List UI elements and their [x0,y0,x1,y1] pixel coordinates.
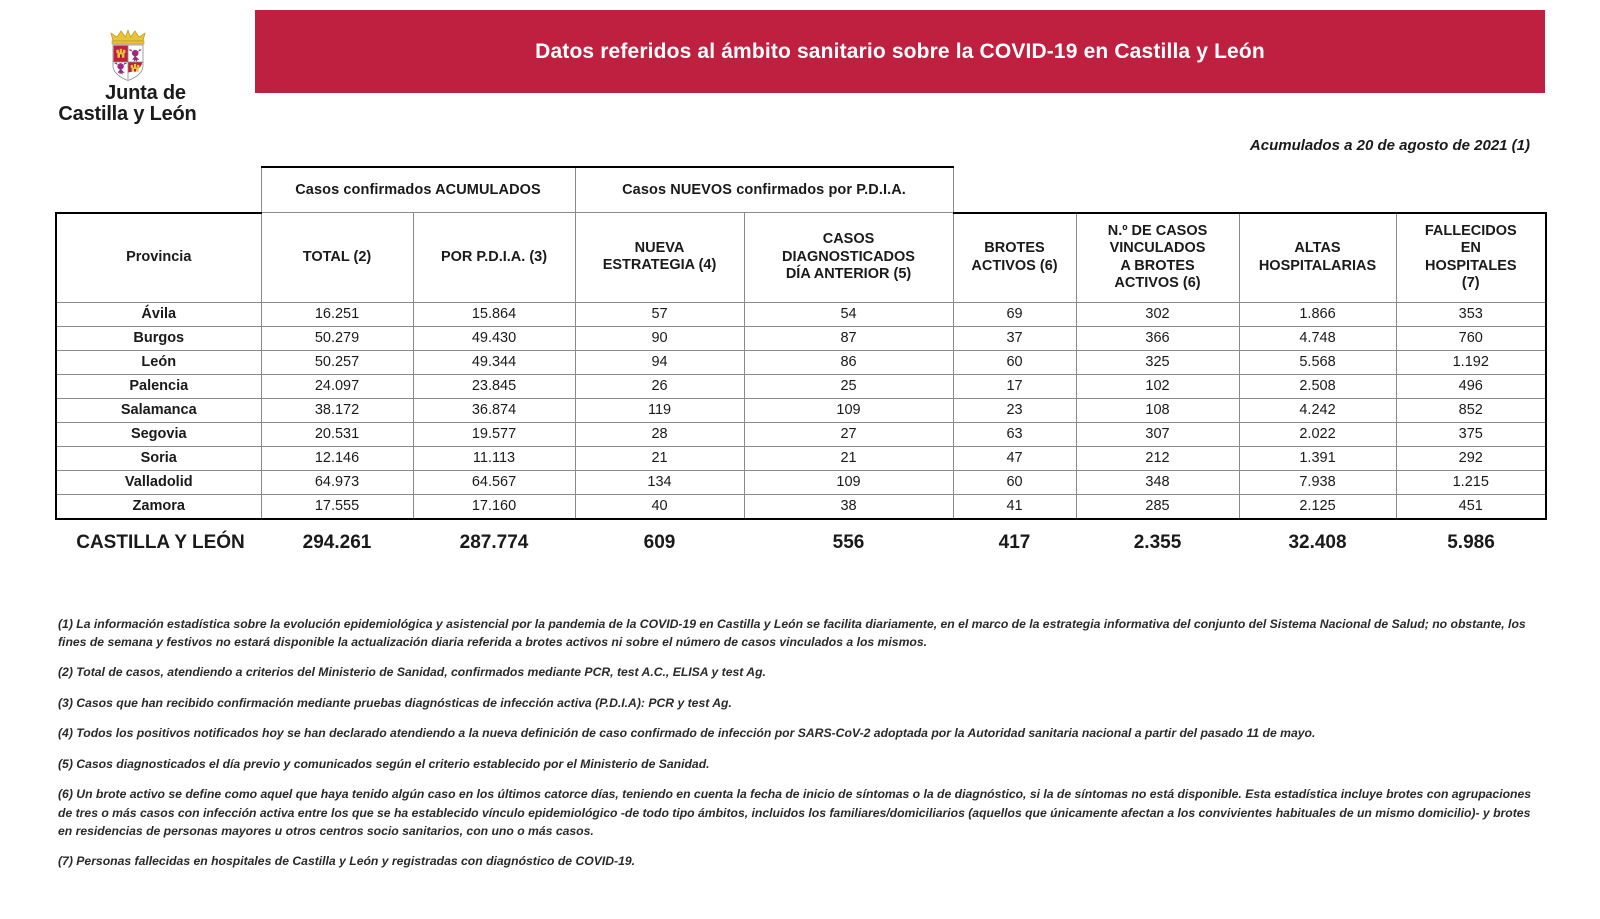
cell-dia-anterior: 86 [744,350,953,374]
table-body [56,302,1546,563]
cell-por-pdia: 36.874 [413,398,575,422]
cell-vinculados: 307 [1076,422,1239,446]
cell-total: 20.531 [261,422,413,446]
cell-total: 50.257 [261,350,413,374]
totals-por-pdia: 287.774 [459,531,529,553]
col-header-total: TOTAL (2) [261,213,413,303]
group-header-nuevos: Casos NUEVOS confirmados por P.D.I.A. [575,167,953,213]
col-header-vinculados-l2: VINCULADOS [1109,240,1206,257]
covid-data-table [55,166,1547,563]
cell-provincia: León [56,350,261,374]
cell-vinculados: 325 [1076,350,1239,374]
totals-brotes: 417 [998,531,1031,553]
cell-dia-anterior: 87 [744,326,953,350]
header-spacer-4 [1239,167,1396,213]
cell-total: 16.251 [261,302,413,326]
cell-nueva-estrategia: 94 [575,350,744,374]
cell-brotes: 41 [953,494,1076,519]
col-header-dia-anterior [744,213,953,303]
accumulated-date: Acumulados a 20 de agosto de 2021 (1) [1249,137,1530,154]
table-row [56,350,1546,374]
cell-nueva-estrategia: 57 [575,302,744,326]
cell-brotes: 17 [953,374,1076,398]
cell-provincia: Valladolid [56,470,261,494]
col-header-brotes-activos [953,213,1076,303]
cell-dia-anterior: 109 [744,470,953,494]
table-row [56,374,1546,398]
col-header-nueva-estrategia [575,213,744,303]
cell-brotes: 60 [953,350,1076,374]
cell-provincia: Zamora [56,494,261,519]
cell-total: 64.973 [261,470,413,494]
cell-dia-anterior: 109 [744,398,953,422]
col-header-altas-l1: ALTAS [1294,240,1341,257]
table-row [56,494,1546,519]
cell-total: 17.555 [261,494,413,519]
cell-por-pdia: 19.577 [413,422,575,446]
col-header-brotes-l1: BROTES [984,240,1045,257]
footnote-5: (5) Casos diagnosticados el día previo y comunicados según el criterio establecido por el Ministerio de Sanidad. [58,756,710,771]
footnote-1: (1) La información estadística sobre la evolución epidemiológica y asistencial por la pandemia de la COVID-19 en Castilla y León se facilita diariamente, en el marco de la estrategia informativa del conjunto del Sistema Nacional de Salud; no obstante, los fines de semana y festivos no estará disponible la actualización diaria referida a brotes activos ni sobre el número de casos vinculados a los mismos. [58,616,1526,649]
footnotes [0,563,1600,871]
cell-por-pdia: 49.430 [413,326,575,350]
table-row [56,446,1546,470]
col-header-provincia: Provincia [56,213,261,303]
cell-fallecidos: 760 [1396,326,1546,350]
cell-dia-anterior: 25 [744,374,953,398]
cell-vinculados: 212 [1076,446,1239,470]
cell-provincia: Salamanca [56,398,261,422]
cell-total: 50.279 [261,326,413,350]
col-header-vinculados-l1: N.º DE CASOS [1107,222,1208,239]
data-table-wrapper [0,154,1600,563]
page-title: Datos referidos al ámbito sanitario sobre la COVID-19 en Castilla y León [535,39,1265,63]
footnote-4: (4) Todos los positivos notificados hoy se han declarado atendiendo a la nueva definición de caso confirmado de infección por SARS-CoV-2 adoptada por la Autoridad sanitaria nacional a partir del pasado 11 de mayo. [58,726,1316,741]
cell-brotes: 47 [953,446,1076,470]
table-row [56,398,1546,422]
cell-por-pdia: 17.160 [413,494,575,519]
table-row [56,422,1546,446]
cell-brotes: 63 [953,422,1076,446]
cell-nueva-estrategia: 28 [575,422,744,446]
cell-dia-anterior: 54 [744,302,953,326]
col-header-altas [1239,213,1396,303]
cell-fallecidos: 292 [1396,446,1546,470]
cell-provincia: Soria [56,446,261,470]
col-header-dia-anterior-l3: DÍA ANTERIOR (5) [785,265,912,282]
cell-provincia: Ávila [56,302,261,326]
cell-provincia: Segovia [56,422,261,446]
col-header-fallecidos-l3: HOSPITALES [1424,257,1517,274]
cell-fallecidos: 852 [1396,398,1546,422]
col-header-fallecidos [1396,213,1546,303]
cell-altas: 4.242 [1239,398,1396,422]
footnote-7: (7) Personas fallecidas en hospitales de Castilla y León y registradas con diagnóstico de COVID-19. [58,854,636,869]
cell-vinculados: 102 [1076,374,1239,398]
cell-fallecidos: 1.215 [1396,470,1546,494]
title-banner [255,10,1545,93]
cell-por-pdia: 11.113 [413,446,575,470]
cell-dia-anterior: 21 [744,446,953,470]
junta-logo [0,10,255,125]
cell-nueva-estrategia: 21 [575,446,744,470]
footnote-2: (2) Total de casos, atendiendo a criterios del Ministerio de Sanidad, confirmados mediante PCR, test A.C., ELISA y test Ag. [58,665,766,680]
cell-altas: 4.748 [1239,326,1396,350]
cell-vinculados: 108 [1076,398,1239,422]
cell-nueva-estrategia: 40 [575,494,744,519]
cell-dia-anterior: 38 [744,494,953,519]
cell-brotes: 37 [953,326,1076,350]
page-header [0,0,1600,125]
cell-total: 38.172 [261,398,413,422]
table-row [56,302,1546,326]
totals-dia-anterior: 556 [832,531,865,553]
cell-nueva-estrategia: 26 [575,374,744,398]
totals-nueva-estrategia: 609 [643,531,676,553]
totals-row [56,519,1546,563]
header-spacer-2 [953,167,1076,213]
col-header-vinculados-l3: A BROTES [1120,257,1195,274]
cell-por-pdia: 15.864 [413,302,575,326]
col-header-fallecidos-l2: EN [1460,240,1481,257]
cell-brotes: 69 [953,302,1076,326]
cell-altas: 1.866 [1239,302,1396,326]
cell-altas: 5.568 [1239,350,1396,374]
cell-por-pdia: 49.344 [413,350,575,374]
cell-total: 24.097 [261,374,413,398]
cell-fallecidos: 375 [1396,422,1546,446]
cell-fallecidos: 496 [1396,374,1546,398]
cell-nueva-estrategia: 90 [575,326,744,350]
cell-por-pdia: 64.567 [413,470,575,494]
cell-altas: 7.938 [1239,470,1396,494]
totals-label: CASTILLA Y LEÓN [76,531,245,553]
footnote-6: (6) Un brote activo se define como aquel que haya tenido algún caso en los últimos catorce días, teniendo en cuenta la fecha de inicio de síntomas o la de diagnóstico, si la de síntomas no está disponible. Esta estadística incluye brotes con agrupaciones de tres o más casos con infección activa entre los que se ha establecido vínculo epidemiológico -de todo tipo ámbitos, incluidos los familiares/domiciliarios (aquellos que únicamente afectan a los convivientes habituales de un mismo domicilio)- y brotes en residencias de personas mayores u otros centros socio sanitarios, con uno o más casos. [58,787,1532,838]
col-header-vinculados [1076,213,1239,303]
col-header-brotes-l2: ACTIVOS (6) [971,257,1058,274]
totals-altas: 32.408 [1288,531,1347,553]
cell-altas: 2.022 [1239,422,1396,446]
group-header-acumulados: Casos confirmados ACUMULADOS [261,167,575,213]
cell-nueva-estrategia: 134 [575,470,744,494]
cell-altas: 2.508 [1239,374,1396,398]
table-row [56,326,1546,350]
cell-fallecidos: 1.192 [1396,350,1546,374]
cell-vinculados: 366 [1076,326,1239,350]
cell-altas: 2.125 [1239,494,1396,519]
cell-provincia: Burgos [56,326,261,350]
cell-brotes: 60 [953,470,1076,494]
col-header-fallecidos-l4: (7) [1461,274,1480,291]
cell-por-pdia: 23.845 [413,374,575,398]
header-spacer-5 [1396,167,1546,213]
header-spacer [56,167,261,213]
col-header-por-pdia: POR P.D.I.A. (3) [413,213,575,303]
col-header-dia-anterior-l2: DIAGNOSTICADOS [782,248,915,265]
footnote-3: (3) Casos que han recibido confirmación mediante pruebas diagnósticas de infección activa (P.D.I.A): PCR y test Ag. [58,695,732,710]
cell-vinculados: 285 [1076,494,1239,519]
col-header-dia-anterior-l1: CASOS [822,231,875,248]
logo-line-1: Junta de [105,82,186,104]
table-row [56,470,1546,494]
cell-vinculados: 348 [1076,470,1239,494]
totals-total: 294.261 [302,531,372,553]
cell-brotes: 23 [953,398,1076,422]
cell-provincia: Palencia [56,374,261,398]
junta-logo-text [58,83,196,125]
logo-line-2: Castilla y León [58,103,197,125]
coat-of-arms-icon [105,28,151,82]
col-header-vinculados-l4: ACTIVOS (6) [1114,274,1201,291]
col-header-nueva-estrategia-l1: NUEVA [634,239,685,256]
cell-altas: 1.391 [1239,446,1396,470]
col-header-nueva-estrategia-l2: ESTRATEGIA (4) [602,257,717,274]
cell-vinculados: 302 [1076,302,1239,326]
cell-fallecidos: 451 [1396,494,1546,519]
col-header-altas-l2: HOSPITALARIAS [1258,257,1377,274]
cell-total: 12.146 [261,446,413,470]
col-header-fallecidos-l1: FALLECIDOS [1424,222,1517,239]
header-spacer-3 [1076,167,1239,213]
cell-dia-anterior: 27 [744,422,953,446]
totals-vinculados: 2.355 [1133,531,1182,553]
cell-fallecidos: 353 [1396,302,1546,326]
totals-fallecidos: 5.986 [1447,531,1495,553]
cell-nueva-estrategia: 119 [575,398,744,422]
